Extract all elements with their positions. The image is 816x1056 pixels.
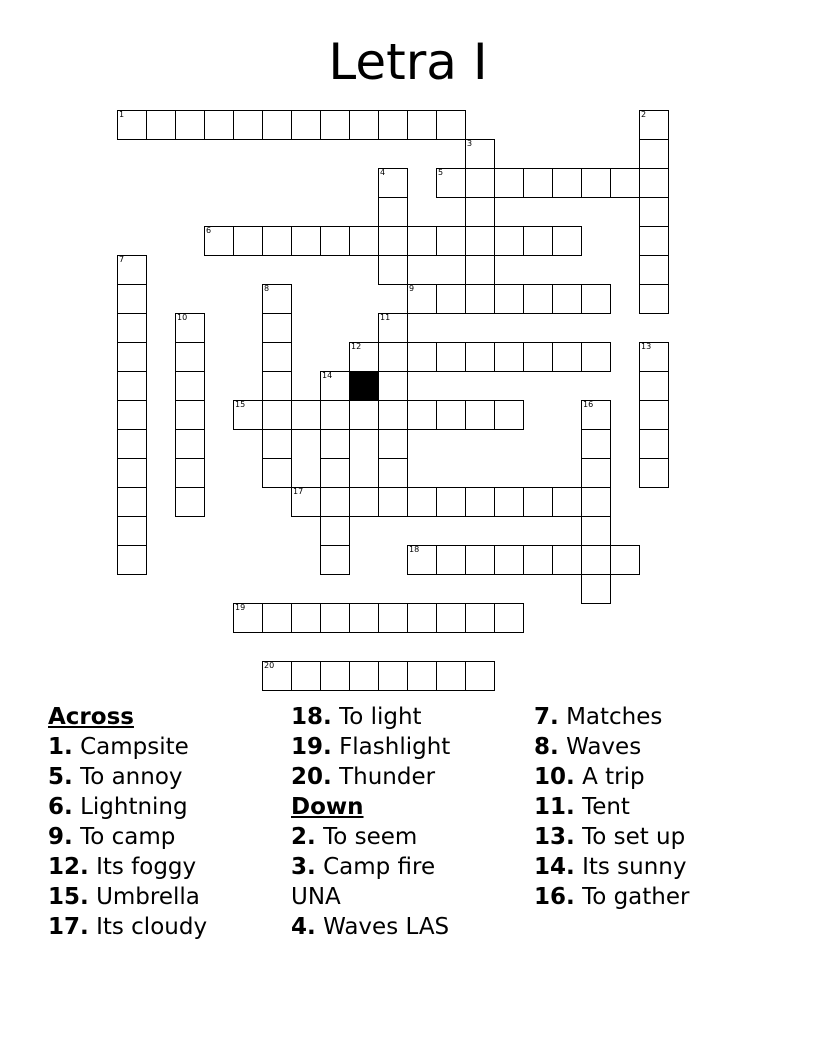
- crossword-cell[interactable]: [639, 342, 669, 372]
- clue-number: 2.: [291, 824, 316, 850]
- crossword-cell[interactable]: [117, 516, 147, 546]
- clue-text: Flashlight: [339, 734, 451, 760]
- clue-number: 10.: [534, 764, 575, 790]
- crossword-cell[interactable]: [117, 313, 147, 343]
- crossword-cell[interactable]: [175, 110, 205, 140]
- crossword-cell[interactable]: [117, 545, 147, 575]
- clue-number: 9.: [48, 824, 73, 850]
- crossword-cell[interactable]: [117, 284, 147, 314]
- crossword-cell[interactable]: [465, 603, 495, 633]
- crossword-cell[interactable]: [407, 603, 437, 633]
- crossword-cell[interactable]: [494, 400, 524, 430]
- crossword-cell[interactable]: [436, 284, 466, 314]
- crossword-cell[interactable]: [436, 545, 466, 575]
- crossword-cell[interactable]: [320, 371, 350, 401]
- crossword-cell[interactable]: [581, 284, 611, 314]
- crossword-cell[interactable]: [639, 429, 669, 459]
- crossword-cell[interactable]: [494, 342, 524, 372]
- crossword-cell[interactable]: [262, 110, 292, 140]
- clue-number: 1.: [48, 734, 73, 760]
- clue-across-17: [48, 912, 207, 942]
- crossword-cell[interactable]: [552, 284, 582, 314]
- crossword-cell[interactable]: [204, 110, 234, 140]
- clue-across-9: [48, 822, 207, 852]
- clue-text: Umbrella: [96, 884, 200, 910]
- crossword-cell[interactable]: [639, 110, 669, 140]
- crossword-cell[interactable]: [349, 226, 379, 256]
- crossword-cell[interactable]: [494, 226, 524, 256]
- crossword-cell[interactable]: [378, 313, 408, 343]
- clue-number: 19.: [291, 734, 332, 760]
- crossword-cell[interactable]: [436, 226, 466, 256]
- crossword-cell[interactable]: [320, 458, 350, 488]
- crossword-cell[interactable]: [523, 342, 553, 372]
- cell-number: 3: [467, 139, 473, 148]
- clue-column-3: [534, 702, 689, 912]
- crossword-cell[interactable]: [175, 342, 205, 372]
- crossword-cell[interactable]: [378, 429, 408, 459]
- clue-across-6: [48, 792, 207, 822]
- clue-down-8: [534, 732, 689, 762]
- clue-text: Its sunny: [582, 854, 687, 880]
- crossword-cell[interactable]: [378, 226, 408, 256]
- clue-number: 14.: [534, 854, 575, 880]
- cell-number: 14: [322, 371, 333, 380]
- crossword-cell[interactable]: [639, 400, 669, 430]
- crossword-cell[interactable]: [262, 313, 292, 343]
- crossword-cell[interactable]: [175, 371, 205, 401]
- crossword-cell[interactable]: [291, 110, 321, 140]
- crossword-cell[interactable]: [262, 371, 292, 401]
- clue-number: 11.: [534, 794, 575, 820]
- crossword-cell[interactable]: [175, 400, 205, 430]
- clue-number: 20.: [291, 764, 332, 790]
- cell-number: 9: [409, 284, 415, 293]
- crossword-cell[interactable]: [465, 400, 495, 430]
- crossword-cell[interactable]: [465, 487, 495, 517]
- clue-number: 17.: [48, 914, 89, 940]
- clue-number: 3.: [291, 854, 316, 880]
- crossword-cell[interactable]: [494, 603, 524, 633]
- crossword-cell[interactable]: [610, 545, 640, 575]
- clue-down-11: [534, 792, 689, 822]
- cell-number: 7: [119, 255, 125, 264]
- crossword-cell[interactable]: [639, 371, 669, 401]
- crossword-cell[interactable]: [291, 226, 321, 256]
- crossword-cell[interactable]: [465, 255, 495, 285]
- crossword-cell[interactable]: [436, 110, 466, 140]
- crossword-cell[interactable]: [523, 487, 553, 517]
- crossword-cell[interactable]: [320, 603, 350, 633]
- crossword-cell[interactable]: [639, 168, 669, 198]
- crossword-cell[interactable]: [523, 545, 553, 575]
- crossword-cell[interactable]: [494, 168, 524, 198]
- clue-text: To annoy: [80, 764, 183, 790]
- crossword-cell[interactable]: [233, 603, 263, 633]
- crossword-cell[interactable]: [378, 603, 408, 633]
- crossword-cell[interactable]: [262, 429, 292, 459]
- clue-across-18: [291, 702, 450, 732]
- cell-number: 13: [641, 342, 652, 351]
- clue-down-7: [534, 702, 689, 732]
- crossword-cell[interactable]: [378, 168, 408, 198]
- cell-number: 12: [351, 342, 362, 351]
- crossword-cell[interactable]: [117, 255, 147, 285]
- clue-across-20: [291, 762, 450, 792]
- crossword-cell[interactable]: [320, 110, 350, 140]
- clue-number: 7.: [534, 704, 559, 730]
- crossword-cell[interactable]: [349, 487, 379, 517]
- crossword-cell[interactable]: [494, 284, 524, 314]
- cell-number: 11: [380, 313, 391, 322]
- crossword-cell[interactable]: [320, 400, 350, 430]
- crossword-cell[interactable]: [378, 661, 408, 691]
- crossword-cell[interactable]: [407, 400, 437, 430]
- crossword-cell[interactable]: [581, 516, 611, 546]
- crossword-cell[interactable]: [320, 487, 350, 517]
- cell-number: 4: [380, 168, 386, 177]
- clue-down-14: [534, 852, 689, 882]
- crossword-cell[interactable]: [436, 400, 466, 430]
- crossword-cell[interactable]: [610, 168, 640, 198]
- crossword-cell[interactable]: [146, 110, 176, 140]
- crossword-cell[interactable]: [639, 255, 669, 285]
- crossword-cell[interactable]: [320, 226, 350, 256]
- clue-number: 4.: [291, 914, 316, 940]
- crossword-cell[interactable]: [233, 400, 263, 430]
- clue-across-1: [48, 732, 207, 762]
- crossword-cell[interactable]: [378, 197, 408, 227]
- crossword-cell[interactable]: [639, 284, 669, 314]
- cell-number: 5: [438, 168, 444, 177]
- crossword-cell[interactable]: [204, 226, 234, 256]
- clue-text: Thunder: [339, 764, 436, 790]
- crossword-cell[interactable]: [465, 661, 495, 691]
- clue-across-12: [48, 852, 207, 882]
- across-heading: Across: [48, 704, 134, 730]
- crossword-cell[interactable]: [349, 342, 379, 372]
- crossword-cell[interactable]: [581, 168, 611, 198]
- clue-down-4: [291, 912, 450, 942]
- clue-text: To camp: [80, 824, 176, 850]
- crossword-cell[interactable]: [639, 458, 669, 488]
- clue-down-16: [534, 882, 689, 912]
- cell-number: 16: [583, 400, 594, 409]
- crossword-cell[interactable]: [639, 197, 669, 227]
- clue-text: To light: [339, 704, 422, 730]
- clue-column-2: [291, 702, 450, 942]
- crossword-cell[interactable]: [639, 139, 669, 169]
- crossword-cell[interactable]: [117, 342, 147, 372]
- crossword-cell[interactable]: [581, 342, 611, 372]
- cell-number: 1: [119, 110, 125, 119]
- crossword-cell[interactable]: [581, 487, 611, 517]
- crossword-cell[interactable]: [523, 226, 553, 256]
- crossword-cell[interactable]: [233, 226, 263, 256]
- crossword-cell[interactable]: [523, 168, 553, 198]
- clue-down-3: [291, 852, 450, 912]
- clue-number: 5.: [48, 764, 73, 790]
- crossword-cell[interactable]: [175, 458, 205, 488]
- clue-text: Its cloudy: [96, 914, 208, 940]
- clue-text: To seem: [323, 824, 418, 850]
- crossword-cell[interactable]: [262, 603, 292, 633]
- crossword-cell[interactable]: [349, 400, 379, 430]
- clue-number: 13.: [534, 824, 575, 850]
- crossword-cell[interactable]: [552, 342, 582, 372]
- crossword-cell[interactable]: [581, 458, 611, 488]
- cell-number: 10: [177, 313, 188, 322]
- clue-number: 6.: [48, 794, 73, 820]
- crossword-cell[interactable]: [349, 110, 379, 140]
- down-heading: Down: [291, 794, 364, 820]
- crossword-cell[interactable]: [117, 487, 147, 517]
- crossword-cell[interactable]: [552, 487, 582, 517]
- puzzle-title: Letra I: [328, 33, 488, 91]
- crossword-cell[interactable]: [407, 284, 437, 314]
- cell-number: 17: [293, 487, 304, 496]
- crossword-cell[interactable]: [262, 342, 292, 372]
- crossword-cell[interactable]: [407, 226, 437, 256]
- clue-text: Tent: [582, 794, 630, 820]
- crossword-cell[interactable]: [552, 226, 582, 256]
- clue-column-1: [48, 702, 207, 942]
- crossword-cell[interactable]: [407, 487, 437, 517]
- clue-number: 18.: [291, 704, 332, 730]
- cell-number: 2: [641, 110, 647, 119]
- clue-text: To gather: [582, 884, 690, 910]
- cell-number: 8: [264, 284, 270, 293]
- cell-number: 18: [409, 545, 420, 554]
- crossword-cell[interactable]: [378, 342, 408, 372]
- crossword-cell[interactable]: [436, 342, 466, 372]
- clue-text: Lightning: [80, 794, 188, 820]
- clue-text: Waves LAS: [323, 914, 450, 940]
- crossword-cell[interactable]: [320, 545, 350, 575]
- clue-down-13: [534, 822, 689, 852]
- crossword-cell[interactable]: [291, 487, 321, 517]
- cell-number: 15: [235, 400, 246, 409]
- crossword-cell[interactable]: [291, 603, 321, 633]
- crossword-cell[interactable]: [407, 110, 437, 140]
- crossword-cell[interactable]: [639, 226, 669, 256]
- clue-text: Waves: [566, 734, 642, 760]
- crossword-cell[interactable]: [117, 371, 147, 401]
- clue-down-10: [534, 762, 689, 792]
- crossword-cell[interactable]: [465, 139, 495, 169]
- crossword-cell[interactable]: [175, 487, 205, 517]
- crossword-cell[interactable]: [581, 429, 611, 459]
- clue-number: 8.: [534, 734, 559, 760]
- crossword-cell[interactable]: [320, 661, 350, 691]
- clue-text: Matches: [566, 704, 663, 730]
- crossword-cell[interactable]: [175, 429, 205, 459]
- clue-text: To set up: [582, 824, 686, 850]
- crossword-cell[interactable]: [320, 516, 350, 546]
- crossword-cell[interactable]: [465, 284, 495, 314]
- clue-across-5: [48, 762, 207, 792]
- clue-text: Camp fire UNA: [291, 854, 436, 910]
- clue-number: 12.: [48, 854, 89, 880]
- clue-number: 15.: [48, 884, 89, 910]
- crossword-cell[interactable]: [117, 110, 147, 140]
- crossword-cell[interactable]: [465, 226, 495, 256]
- clue-down-2: [291, 822, 450, 852]
- crossword-cell[interactable]: [581, 545, 611, 575]
- crossword-cell[interactable]: [117, 400, 147, 430]
- crossword-cell[interactable]: [407, 545, 437, 575]
- crossword-cell[interactable]: [320, 429, 350, 459]
- clue-across-15: [48, 882, 207, 912]
- crossword-cell[interactable]: [175, 313, 205, 343]
- crossword-cell[interactable]: [233, 110, 263, 140]
- crossword-cell[interactable]: [465, 342, 495, 372]
- crossword-cell[interactable]: [349, 661, 379, 691]
- clue-text: Campsite: [80, 734, 189, 760]
- crossword-cell[interactable]: [465, 168, 495, 198]
- clue-across-19: [291, 732, 450, 762]
- crossword-cell[interactable]: [494, 545, 524, 575]
- cell-number: 19: [235, 603, 246, 612]
- crossword-cell[interactable]: [581, 574, 611, 604]
- crossword-cell[interactable]: [465, 197, 495, 227]
- clue-text: A trip: [582, 764, 645, 790]
- crossword-cell[interactable]: [552, 168, 582, 198]
- crossword-cell[interactable]: [436, 487, 466, 517]
- crossword-cell[interactable]: [291, 400, 321, 430]
- crossword-cell[interactable]: [349, 603, 379, 633]
- crossword-cell[interactable]: [407, 661, 437, 691]
- black-cell: [349, 371, 379, 401]
- crossword-cell[interactable]: [494, 487, 524, 517]
- clue-number: 16.: [534, 884, 575, 910]
- crossword-cell[interactable]: [378, 255, 408, 285]
- crossword-cell[interactable]: [262, 284, 292, 314]
- crossword-cell[interactable]: [117, 458, 147, 488]
- crossword-cell[interactable]: [117, 429, 147, 459]
- crossword-cell[interactable]: [262, 400, 292, 430]
- crossword-cell[interactable]: [552, 545, 582, 575]
- crossword-cell[interactable]: [581, 400, 611, 430]
- crossword-cell[interactable]: [262, 226, 292, 256]
- crossword-cell[interactable]: [436, 603, 466, 633]
- crossword-cell[interactable]: [378, 371, 408, 401]
- clue-text: Its foggy: [96, 854, 197, 880]
- cell-number: 20: [264, 661, 275, 670]
- crossword-cell[interactable]: [262, 661, 292, 691]
- crossword-cell[interactable]: [378, 487, 408, 517]
- crossword-cell[interactable]: [378, 400, 408, 430]
- crossword-cell[interactable]: [436, 661, 466, 691]
- crossword-cell[interactable]: [378, 110, 408, 140]
- crossword-cell[interactable]: [407, 342, 437, 372]
- crossword-cell[interactable]: [291, 661, 321, 691]
- crossword-cell[interactable]: [262, 458, 292, 488]
- crossword-cell[interactable]: [378, 458, 408, 488]
- crossword-cell[interactable]: [465, 545, 495, 575]
- cell-number: 6: [206, 226, 212, 235]
- crossword-cell[interactable]: [523, 284, 553, 314]
- crossword-cell[interactable]: [436, 168, 466, 198]
